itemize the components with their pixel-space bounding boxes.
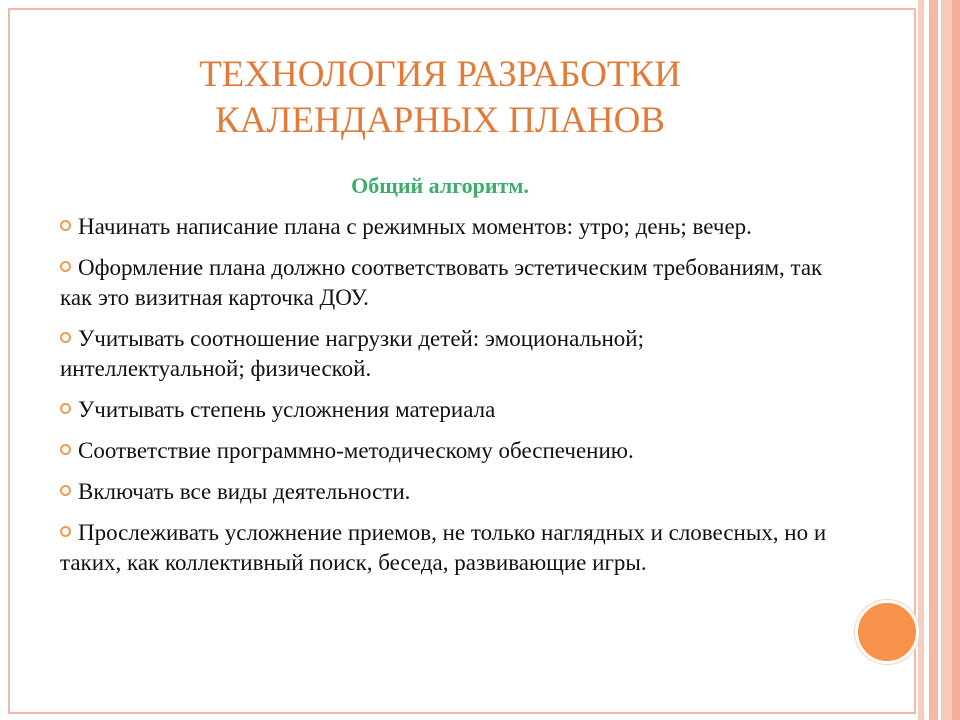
- list-item-text: Учитывать соотношение нагрузки детей: эмоциональной; интеллектуальной; физической.: [60, 326, 645, 381]
- ring-bullet-icon: [60, 220, 71, 231]
- list-item: [60, 395, 830, 425]
- decor-circle-icon: [855, 600, 919, 664]
- list-item: [60, 212, 830, 242]
- ring-bullet-icon: [60, 526, 71, 537]
- list-item: [60, 324, 830, 384]
- bullet-list: [60, 212, 830, 589]
- decor-stripe: [929, 0, 938, 720]
- list-item: [60, 436, 830, 466]
- list-item: [60, 253, 830, 313]
- list-item-text: Прослеживать усложнение приемов, не только наглядных и словесных, но и таких, как коллективный поиск, беседа, развивающие игры.: [60, 520, 827, 575]
- title-line-2: КАЛЕНДАРНЫХ ПЛАНОВ: [215, 100, 665, 141]
- list-item-text: Соответствие программно-методическому обеспечению.: [78, 438, 634, 463]
- list-item-text: Учитывать степень усложнения материала: [78, 397, 496, 422]
- list-item-text: Включать все виды деятельности.: [78, 479, 411, 504]
- decor-stripe: [918, 0, 924, 720]
- slide-subtitle: Общий алгоритм.: [351, 173, 529, 198]
- ring-bullet-icon: [60, 485, 71, 496]
- ring-bullet-icon: [60, 444, 71, 455]
- ring-bullet-icon: [60, 403, 71, 414]
- decor-stripe: [926, 0, 928, 720]
- decor-stripe: [952, 0, 960, 720]
- list-item-text: Оформление плана должно соответствовать эстетическим требованиям, так как это визитная карточка ДОУ.: [60, 255, 823, 310]
- ring-bullet-icon: [60, 261, 71, 272]
- list-item: [60, 518, 830, 578]
- decor-stripe: [941, 0, 952, 720]
- ring-bullet-icon: [60, 332, 71, 343]
- title-line-1: ТЕХНОЛОГИЯ РАЗРАБОТКИ: [199, 54, 681, 95]
- list-item: [60, 477, 830, 507]
- slide-title: [60, 52, 820, 144]
- list-item-text: Начинать написание плана с режимных моментов: утро; день; вечер.: [78, 214, 752, 239]
